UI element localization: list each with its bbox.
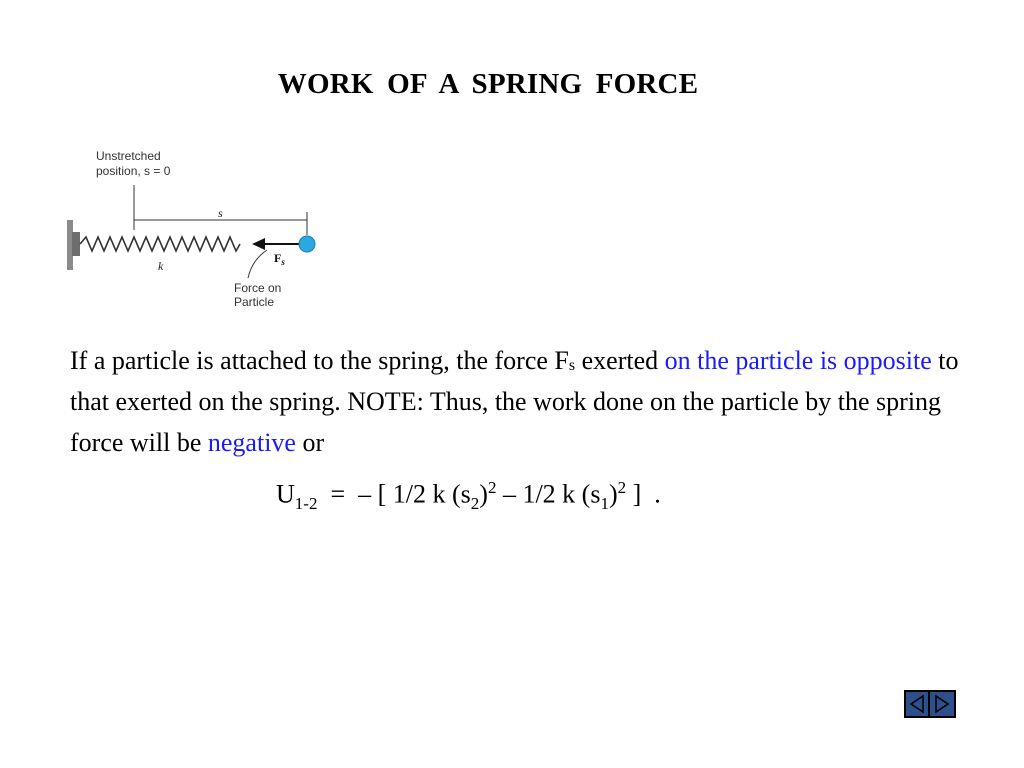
eq-s2-sub: 2 — [470, 493, 480, 513]
paragraph-part4: or — [295, 428, 325, 457]
body-paragraph — [70, 340, 1000, 463]
triangle-left-icon — [909, 695, 925, 713]
eq-sup2: 2 — [617, 478, 627, 497]
label-force-on-1: Force on — [234, 281, 282, 295]
eq-s1-sub: 1 — [600, 493, 609, 513]
triangle-right-icon — [934, 695, 950, 713]
label-unstretched-1: Unstretched — [96, 149, 161, 163]
label-force-on-2: Particle — [234, 295, 275, 309]
eq-lhs-sub: 1-2 — [294, 493, 318, 513]
eq-sup1: 2 — [487, 478, 497, 497]
force-label-leader — [248, 250, 267, 278]
paragraph-part2: exerted — [575, 346, 665, 375]
eq-close2: ) — [608, 479, 618, 509]
eq-middle2: – 1/2 k (s — [496, 479, 601, 509]
eq-close1: ) — [479, 479, 488, 509]
highlight-negative: negative — [207, 428, 296, 457]
highlight-opposite: on the particle is opposite — [664, 346, 932, 375]
spring-diagram — [62, 140, 332, 315]
label-k: k — [158, 259, 164, 273]
label-force-group — [274, 251, 285, 267]
particle — [299, 236, 315, 252]
paragraph-part3: to that exerted on the spring. NOTE: Thus, the work done on the particle by the spring force will be — [70, 346, 959, 457]
spring-coil — [80, 237, 240, 251]
paragraph-force-subscript: s — [568, 357, 576, 374]
wall-bracket — [72, 232, 80, 256]
eq-middle: = – [ 1/2 k (s — [317, 479, 471, 509]
label-force-sub: s — [281, 257, 285, 267]
label-force: F — [274, 251, 282, 265]
paragraph-part1: If a particle is attached to the spring, the force F — [70, 346, 569, 375]
next-slide-button[interactable] — [930, 690, 956, 718]
label-unstretched-2: position, s = 0 — [96, 164, 171, 178]
label-s: s — [218, 206, 223, 220]
previous-slide-button[interactable] — [904, 690, 930, 718]
eq-lhs: U — [276, 479, 295, 509]
eq-end: ] . — [626, 479, 661, 509]
work-equation — [276, 478, 661, 514]
slide-title: WORK OF A SPRING FORCE — [277, 68, 699, 100]
force-arrow-head — [252, 238, 265, 250]
slide-navigation — [904, 690, 956, 718]
